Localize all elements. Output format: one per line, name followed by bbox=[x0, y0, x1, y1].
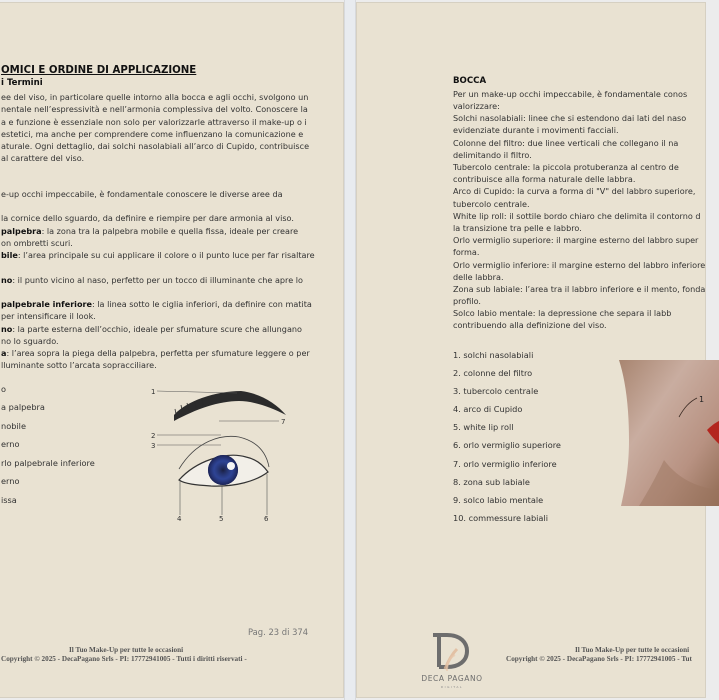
deca-pagano-logo bbox=[417, 631, 487, 691]
list-item: erno bbox=[1, 476, 20, 486]
page-gap bbox=[344, 0, 356, 700]
page-number: Pag. 23 di 374 bbox=[248, 627, 309, 637]
list-item: 2. colonne del filtro bbox=[453, 368, 533, 378]
footer-title: Il Tuo Make-Up per tutte le occasioni bbox=[69, 646, 184, 654]
definition-item: a: l’area sopra la piega della palpebra, perfetta per sfumature leggere o per lluminante sotto l’arcata sopracciliare. bbox=[1, 348, 310, 371]
definition-item: bile: l’area principale su cui applicare il colore o il punto luce per far risaltare bbox=[1, 250, 315, 260]
definition-item: no: il punto vicino al naso, perfetto per un tocco di illuminante che apre lo bbox=[1, 275, 303, 285]
list-item: 9. solco labio mentale bbox=[453, 495, 544, 505]
definition-item: no: la parte esterna dell’occhio, ideale per sfumature scure che allungano no lo sguardo. bbox=[1, 324, 302, 347]
mouth-diagram-image bbox=[619, 360, 719, 506]
list-item: o bbox=[1, 384, 7, 394]
list-item: a palpebra bbox=[1, 402, 45, 412]
eye-intro-paragraph: e-up occhi impeccabile, è fondamentale conoscere le diverse aree da bbox=[1, 189, 283, 199]
diagram-label: 6 bbox=[264, 515, 269, 523]
section-title-bocca: BOCCA bbox=[453, 76, 487, 86]
definition-item: palpebrale inferiore: la linea sotto le ciglia inferiori, da definire con matita per intensificare il look. bbox=[1, 299, 312, 322]
definition-item: palpebra: la zona tra la palpebra mobile e quella fissa, ideale per creare on ombretti scuri. bbox=[1, 226, 299, 249]
list-item: 3. tubercolo centrale bbox=[453, 386, 539, 396]
chapter-title: OMICI E ORDINE DI APPLICAZIONE bbox=[1, 65, 197, 76]
diagram-label: 5 bbox=[219, 515, 224, 523]
diagram-label: 2 bbox=[151, 432, 156, 440]
list-item: erno bbox=[1, 439, 20, 449]
list-item: 5. white lip roll bbox=[453, 422, 514, 432]
page-right: BOCCA Per un make-up occhi impeccabile, è fondamentale conos valorizzare: Solchi nasolabiali: linee che si estendono dai lati del naso evidenziate durante i movimenti facciali. Colonne del filtro: due linee verticali che collegano il na delimitando il filtro. Tubercolo centrale: la piccola protuberanza al centro de contribuisce alla forma naturale delle labbra. Arco di Cupido: la curva a forma di "V" del labbro superiore, tubercolo centrale. White lip roll: il sottile bordo chiaro che delimita il contorno d la transizione tra pelle e labbro. Orlo vermiglio superiore: il margine esterno del labbro super forma. Orlo vermiglio inferiore: il margine esterno del labbro inferiore delle labbra. Zona sub labiale: l’area tra il labbro inferiore e il mento, fonda profilo. Solco labio mentale: la depressione che separa il labb contribuendo alla definizione del viso. 1. solchi nasolabiali 2. colonne del filtro 3. tubercolo centrale 4. arco di Cupido 5. white lip roll 6. orlo vermiglio superiore 7. orlo vermiglio inferiore 8. zona sub labiale 9. solco labio mentale 10. commessure labiali 1 DECA PAGANO DIGITAL Il Tuo Make-Up per tutte le occasioni Copyright © 2025 - DecaPagano Srls - PI: 17772941005 - Tut bbox=[356, 2, 706, 698]
list-item: rlo palpebrale inferiore bbox=[1, 458, 95, 468]
list-item: 1. solchi nasolabiali bbox=[453, 350, 534, 360]
definition-item: la cornice dello sguardo, da definire e riempire per dare armonia al viso. bbox=[1, 213, 294, 223]
page-left bbox=[0, 2, 344, 698]
diagram-label: 4 bbox=[177, 515, 182, 523]
footer-title: Il Tuo Make-Up per tutte le occasioni bbox=[575, 646, 690, 654]
section-subtitle: i Termini bbox=[1, 78, 43, 88]
list-item: 7. orlo vermiglio inferiore bbox=[453, 459, 557, 469]
face-label: 1 bbox=[699, 395, 705, 404]
diagram-label: 7 bbox=[281, 418, 286, 426]
list-item: 6. orlo vermiglio superiore bbox=[453, 440, 561, 450]
list-item: issa bbox=[1, 495, 17, 505]
list-item: 10. commessure labiali bbox=[453, 513, 548, 523]
logo-brand: DECA PAGANO bbox=[421, 674, 483, 683]
footer-copyright: Copyright © 2025 - DecaPagano Srls - PI: 17772941005 - Tut bbox=[506, 655, 692, 663]
list-item: 8. zona sub labiale bbox=[453, 477, 530, 487]
logo-tagline: DIGITAL bbox=[440, 685, 464, 689]
diagram-label: 1 bbox=[151, 388, 156, 396]
list-item: nobile bbox=[1, 421, 26, 431]
intro-paragraph: ee del viso, in particolare quelle intorno alla bocca e agli occhi, svolgono un nentale nell’espressività e nell’armonia complessiva del volto. Conoscere la a e funzione è essenziale non solo per valorizzarle attraverso il make-up o i estetici, ma anche per comprendere come influenzano la comunicazione e aturale. Ogni dettaglio, dai solchi nasolabiali all’arco di Cupido, contribuisce al carattere del viso. bbox=[1, 92, 310, 164]
list-item: 4. arco di Cupido bbox=[453, 404, 523, 414]
eye-diagram bbox=[141, 379, 301, 524]
footer-copyright: Copyright © 2025 - DecaPagano Srls - PI: 17772941005 - Tutti i diritti riservati - bbox=[1, 655, 247, 663]
diagram-label: 3 bbox=[151, 442, 156, 450]
